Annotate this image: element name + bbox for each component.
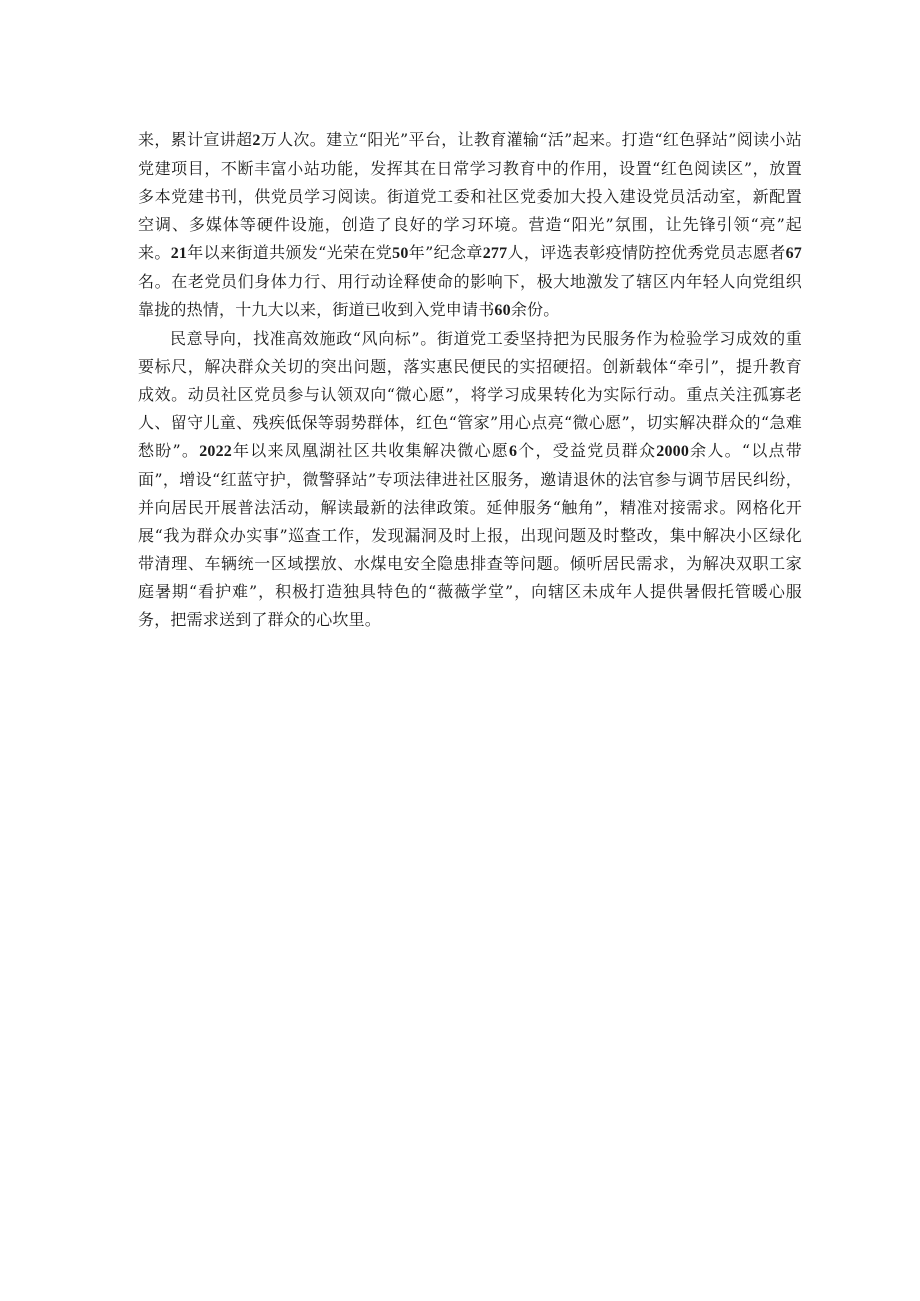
paragraph-text: 民意导向，找准高效施政“风向标”。街道党工委坚持把为民服务作为检验学习成效的重要标尺，解决群众关切的突出问题，落实惠民便民的实招硬招。创新载体“牵引”，提升教育成效。动员社区党员参与认领双向“微心愿”，将学习成果转化为实际行动。重点关注孤寡老人、留守儿童、残疾低保等弱势群体，红色“管家”用心点亮“微心愿”，切实解决群众的“急难愁盼”。: [138, 329, 802, 460]
paragraph-text: 余份。: [510, 300, 560, 319]
paragraph-text: 年以来凤凰湖社区共收集解决微心愿: [232, 441, 510, 460]
paragraph-number: 2: [252, 132, 261, 149]
paragraph-1: [138, 126, 802, 325]
paragraph-text: 人，评选表彰疫情防控优秀党员志愿者: [507, 243, 786, 262]
paragraph-text: 万人次。建立“阳光”平台，让教育灌输“活”起来。打造“红色驿站”阅读小站党建项目，不断丰富小站功能，发挥其在日常学习教育中的作用，设置“红色阅读区”，放置多本党建书刊，供党员学习阅读。街道党工委和社区党委加大投入建设党员活动室，新配置空调、多媒体等硬件设施，创造了良好的学习环境。营造“阳光”氛围，让先锋引领“亮”起来。: [138, 130, 803, 262]
paragraph-text: 来，累计宣讲超: [138, 130, 253, 149]
paragraph-number: 67: [785, 245, 803, 262]
paragraph-number: 60: [494, 302, 511, 319]
paragraph-text: 年”纪念章: [408, 243, 483, 262]
paragraph-number: 21: [170, 245, 188, 262]
paragraph-number: 277: [482, 245, 508, 262]
paragraph-2: [138, 325, 802, 634]
paragraph-text: 名。在老党员们身体力行、用行动诠释使命的影响下，极大地激发了辖区内年轻人向党组织靠拢的热情，十九大以来，街道已收到入党申请书: [138, 272, 802, 319]
paragraph-number: 50: [392, 245, 409, 262]
paragraph-number: 2000: [656, 443, 690, 460]
paragraph-number: 2022: [199, 443, 232, 460]
paragraph-text: 年以来街道共颁发“光荣在党: [187, 243, 393, 262]
paragraph-text: 个，受益党员群众: [517, 441, 657, 460]
document-body: [138, 126, 802, 634]
paragraph-number: 6: [509, 443, 518, 460]
paragraph-text: 余人。“以点带面”，增设“红蓝守护，微警驿站”专项法律进社区服务，邀请退休的法官参与调节居民纠纷，并向居民开展普法活动，解读最新的法律政策。延伸服务“触角”，精准对接需求。网格化开展“我为群众办实事”巡查工作，发现漏洞及时上报，出现问题及时整改，集中解决小区绿化带清理、车辆统一区域摆放、水煤电安全隐患排查等问题。倾听居民需求，为解决双职工家庭暑期“看护难”，积极打造独具特色的“薇薇学堂”，向辖区未成年人提供暑假托管暖心服务，把需求送到了群众的心坎里。: [138, 441, 803, 629]
